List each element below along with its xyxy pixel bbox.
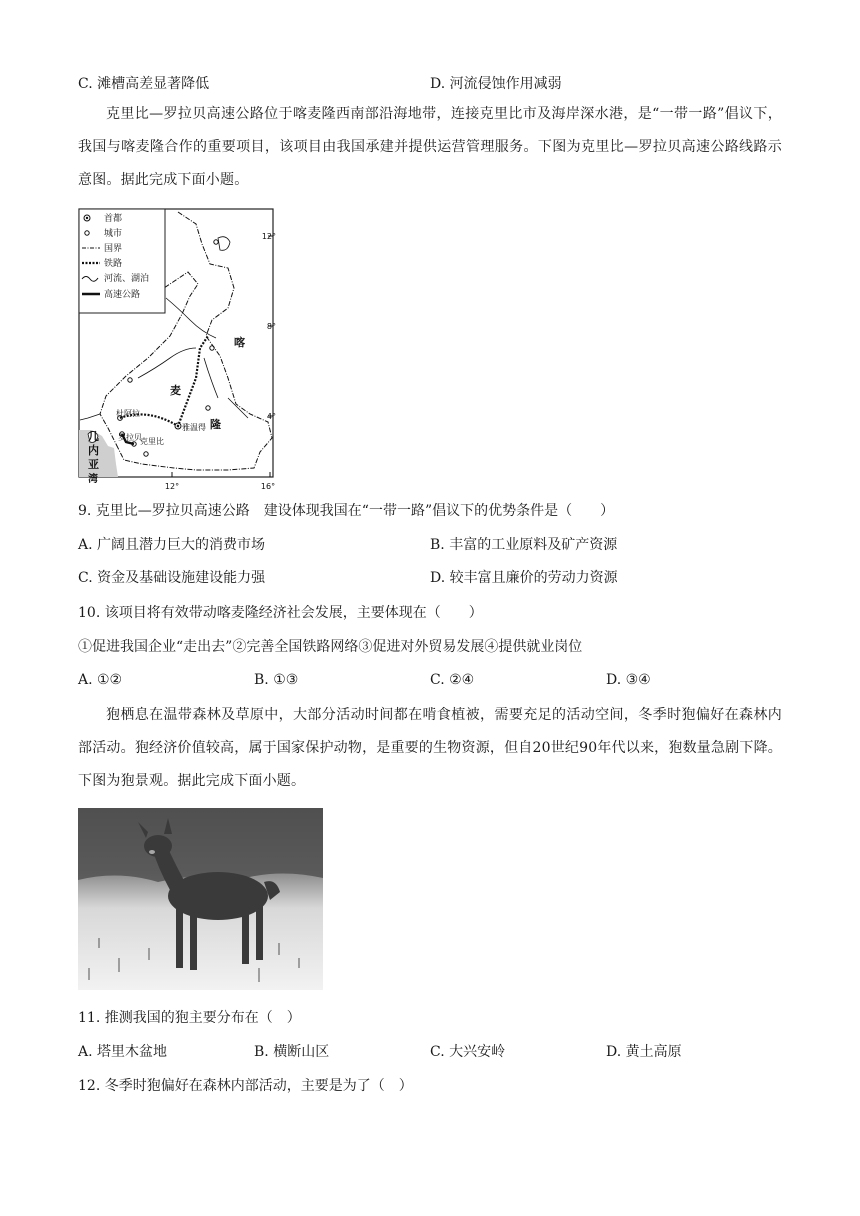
- q11-option-c: C. 大兴安岭: [430, 1044, 506, 1060]
- legend-capital: 首都: [104, 214, 123, 224]
- bay-char-3: 亚: [88, 458, 99, 471]
- bay-char-4: 湾: [88, 474, 98, 485]
- q11-stem: 11. 推测我国的狍主要分布在（ ）: [78, 1010, 301, 1026]
- city-lolabe: 罗拉贝: [118, 433, 142, 442]
- lat-8: 8°: [266, 322, 276, 331]
- legend-border: 国界: [104, 244, 123, 254]
- highway-route-map: [78, 208, 278, 490]
- country-char-3: 隆: [210, 418, 221, 431]
- q10-option-b: B. ①③: [254, 672, 299, 688]
- q10-option-a: A. ①②: [78, 672, 123, 688]
- lon-16: 16°: [260, 482, 276, 490]
- q11-option-b: B. 横断山区: [254, 1044, 330, 1060]
- q9-option-c: C. 资金及基础设施建设能力强: [78, 570, 266, 586]
- roe-deer-image: [78, 808, 323, 990]
- q8-option-d: D. 河流侵蚀作用减弱: [430, 76, 562, 92]
- legend-city: 城市: [104, 229, 123, 239]
- q8-option-c: C. 滩槽高差显著降低: [78, 76, 210, 92]
- q10-option-c: C. ②④: [430, 672, 475, 688]
- q9-option-b: B. 丰富的工业原料及矿产资源: [430, 537, 618, 553]
- country-char-2: 麦: [170, 384, 181, 397]
- legend-highway: 高速公路: [104, 290, 141, 300]
- lat-12: 12°: [261, 232, 276, 241]
- city-yaounde: 雅温得: [182, 423, 206, 432]
- lat-4: 4°: [266, 412, 276, 421]
- country-char-1: 喀: [234, 336, 245, 349]
- q10-items: ①促进我国企业“走出去”②完善全国铁路网络③促进对外贸易发展④提供就业岗位: [78, 639, 583, 655]
- roe-deer-photo: [78, 808, 323, 990]
- bay-char-2: 内: [88, 444, 99, 457]
- q12-stem: 12. 冬季时狍偏好在森林内部活动，主要是为了（ ）: [78, 1078, 413, 1094]
- passage-roe-deer: 狍栖息在温带森林及草原中，大部分活动时间都在啃食植被，需要充足的活动空间，冬季时狍偏好在森林内部活动。狍经济价值较高，属于国家保护动物，是重要的生物资源，但自20世纪90年代以来，狍数量急剧下降。下图为狍景观。据此完成下面小题。: [78, 707, 782, 789]
- city-kribi: 克里比: [140, 437, 164, 446]
- passage-highway: 克里比—罗拉贝高速公路位于喀麦隆西南部沿海地带，连接克里比市及海岸深水港，是“一带一路”倡议下，我国与喀麦隆合作的重要项目，该项目由我国承建并提供运营管理服务。下图为克里比—罗拉贝高速公路线路示意图。据此完成下面小题。: [78, 106, 782, 188]
- legend-railway: 铁路: [104, 259, 123, 269]
- q11-option-d: D. 黄土高原: [606, 1044, 682, 1060]
- map-svg: [78, 208, 278, 490]
- q11-option-a: A. 塔里木盆地: [78, 1044, 168, 1060]
- q9-stem: 9. 克里比—罗拉贝高速公路 建设体现我国在“一带一路”倡议下的优势条件是（ ）: [78, 503, 615, 519]
- q10-stem: 10. 该项目将有效带动喀麦隆经济社会发展，主要体现在（ ）: [78, 605, 483, 621]
- q9-option-d: D. 较丰富且廉价的劳动力资源: [430, 570, 618, 586]
- q10-option-d: D. ③④: [606, 672, 651, 688]
- city-douala: 杜阿拉: [116, 409, 140, 418]
- bay-char-1: 几: [88, 430, 99, 443]
- q9-option-a: A. 广阔且潜力巨大的消费市场: [78, 537, 266, 553]
- lon-12: 12°: [164, 482, 180, 490]
- legend-river-lake: 河流、湖泊: [104, 274, 150, 284]
